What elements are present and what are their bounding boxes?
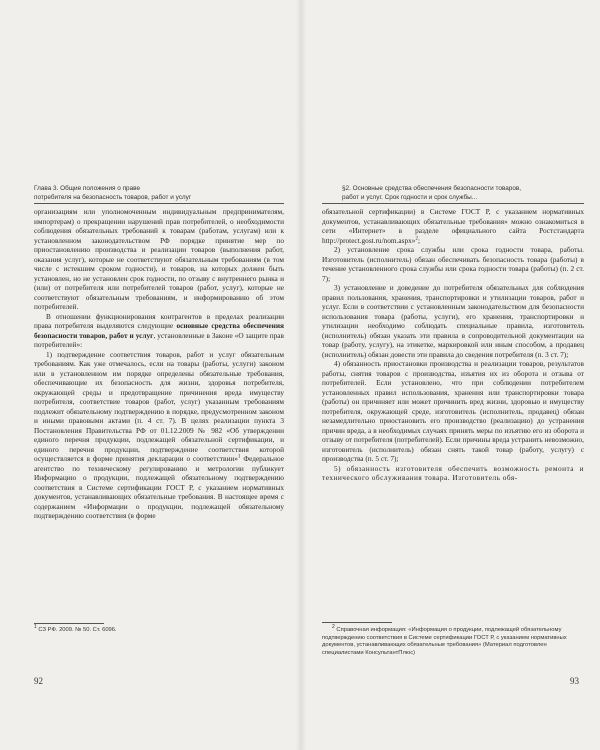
right-footnote [322, 624, 584, 657]
right-page [302, 0, 600, 750]
left-page-number: 92 [34, 676, 43, 686]
right-body-text [322, 207, 584, 483]
right-footnote-rule [322, 622, 392, 623]
left-paragraph-3-text: 1) подтверждение соответствия товаров, работ и услуг обязательным требованиям. Как уже отмечалось, если на товары (работы, услуги) законом или в установленном им порядке определены обязательные требования, обеспечивающие их безопасность для жизни, здоровья потребителя, окружающей среды и предотвращение причинения вреда имуществу потребителя, соответствие товаров (работ, услуг) указанным требованиям подлежит обязательному подтверждению в порядке, предусмотренном законом и иными правовыми актами (п. 4 ст. 7). В целях реализации пункта 3 Постановления Правительства РФ от 01.12.2009 № 982 «Об утверждении единого перечня продукции, подлежащей обязательной сертификации, и единого перечня продукции, подтверждение соответствия которой осуществляется в форме принятия декларации о соответствии» [34, 349, 284, 463]
left-paragraph-3 [34, 350, 284, 521]
left-paragraph-2-post: , установленные в Законе «О защите прав потребителей»: [34, 330, 284, 349]
right-running-head-line1: §2. Основные средства обеспечения безопасности товаров, [342, 185, 522, 192]
right-paragraph-1: обязательной сертификации) в Системе ГОСТ Р, с указанием нормативных документов, устанавливающих обязательные требования» можно ознакомиться в сети «Интернет» в разделе официального сайта Ростстандарта http://protect.gost.ru/nom.aspx»$^2$; [322, 207, 584, 245]
left-paragraph-2 [34, 312, 284, 350]
left-running-head [34, 184, 284, 202]
left-paragraph-3-agency: Федеральное [243, 454, 284, 463]
left-header-rule [34, 203, 284, 204]
left-paragraph-1: организациям или уполномоченным индивидуальным предпринимателям, импортерам) о прекращении нарушений прав потребителей, о необходимости соблюдения обязательных требований к товарам (работам, услугам) или к установленном законодательством РФ порядке принятие мер по приостановлению производства и реализации товаров (выполнения работ, оказания услуг), которые не соответствуют обязательным требованиям (в том числе с истекшим сроком годности), и товаров, на которых должен быть установлен, но не установлен срок годности, по отзыву с внутреннего рынка и (или) от потребителя или потребителей товаров (работ, услуг), которые не соответствуют обязательным требованиям, и информированию об этом потребителей. [34, 207, 284, 311]
left-running-head-line2: потребителя на безопасность товаров, работ и услуг [34, 194, 192, 201]
right-page-number: 93 [570, 676, 579, 686]
left-footnote-rule [34, 623, 104, 624]
right-running-head-line2: работ и услуг. Срок годности и срок службы... [342, 194, 478, 201]
left-body-text [34, 207, 284, 521]
right-footnote-text: Справочная информация: «Информация о продукции, подлежащей обязательному подтверждению соответствия в Системе сертификации ГОСТ Р, с указанием нормативных документов, устанавливающих обязательные требования» (Материал подготовлен специалистами КонсультантПлюс) [322, 627, 567, 656]
left-paragraph-2-bold: основные средства обеспечения безопасности товаров, работ и услуг [34, 321, 284, 340]
footnote-ref-1: 1 [237, 454, 241, 460]
left-paragraph-2-pre: В отношении функционирования контрагентов в пределах реализации права потребителя выделяются следующие [34, 311, 284, 330]
left-running-head-line1: Глава 3. Общие положения о праве [34, 185, 141, 192]
right-paragraph-5: 5) обязанность изготовителя обеспечить возможность ремонта и технического обслуживания товара. Изготовитель обя- [322, 463, 584, 482]
right-paragraph-4: 4) обязанность приостановки производства и реализации товаров, результатов работы, снятия товаров с производства, изъятия их из оборота и отзыва от потребителей. Если установлено, что при соблюдении потребителем установленных правил использования, хранения или транспортировки товара (работы) он причиняет или может причинить вред жизни, здоровью и имуществу потребителя, окружающей среде, изготовитель (исполнитель, продавец) обязан незамедлительно приостановить его производство (реализацию) до устранения причин вреда, а в необходимых случаях принять меры по изъятию его из оборота и отзыву от потребителя (потребителей). Если причины вреда устранить невозможно, изготовитель (исполнитель) обязан снять такой товар (работу, услугу) с производства (п. 5 ст. 7); [322, 359, 584, 463]
right-paragraph-2: 2) установление срока службы или срока годности товара, работы. Изготовитель (исполнитель) обязан обеспечивать безопасность товара (работы) в течение установленного срока службы или срока годности товара (работы) (п. 2 ст. 7); [322, 245, 584, 283]
right-paragraph-1-text: обязательной сертификации) в Системе ГОСТ Р, с указанием нормативных документов, устанавливающих обязательные требования» можно ознакомиться в сети «Интернет» в разделе официального сайта Ростстандарта http://protect.gost.ru/nom.aspx» [322, 207, 584, 245]
right-header-rule [322, 203, 584, 204]
footnote-ref-2: 2 [415, 236, 418, 242]
left-footnote [34, 624, 284, 635]
left-footnote-text: СЗ РФ. 2009. № 50. Ст. 6096. [38, 627, 117, 633]
right-running-head [342, 184, 582, 202]
right-footnote-mark: 2 [332, 624, 335, 631]
left-footnote-mark: 1 [34, 624, 37, 631]
right-paragraph-3: 3) установление и доведение до потребителя обязательных для соблюдения правил пользования, хранения, транспортировки и утилизации товаров, работ и услуг. Если в соответствии с установленным законодательством для безопасности использования товара (работы, услуги), его хранения, транспортировки и утилизации необходимо соблюдать специальные правила, изготовитель (исполнитель) обязан указать эти правила в сопроводительной документации на товар (работу, услугу), на этикетке, маркировкой или иным способом, а продавец (исполнитель) обязан довести эти правила до сведения потребителя (п. 3 ст. 7); [322, 283, 584, 359]
left-paragraph-4-text: агентство по техническому регулированию и метрологии публикует Информацию о продукции, подлежащей обязательному подтверждению соответствия в Системе сертификации ГОСТ Р, с указанием нормативных документов, устанавливающих обязательные требования. В настоящее время с содержанием «Информации о продукции, подлежащей обязательному подтверждению соответствия (в форме [34, 463, 284, 520]
